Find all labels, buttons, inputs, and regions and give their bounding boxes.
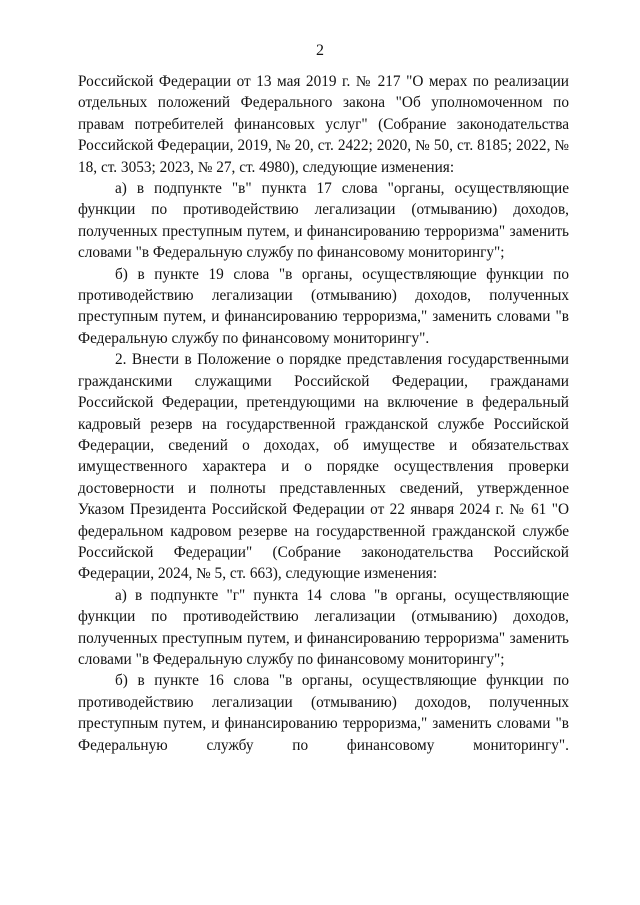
paragraph-item-2-subitem-b: б) в пункте 16 слова "в органы, осуществляющие функции по противодействию легализации (отмыванию) доходов, полученных преступным путем, и финансированию терроризма," заменить словами "в Федеральную службу по финансовому мониторингу". xyxy=(78,672,569,754)
paragraph-subitem-b: б) в пункте 19 слова "в органы, осуществляющие функции по противодействию легализации (отмыванию) доходов, полученных преступным путем, и финансированию терроризма," заменить словами "в Федеральную службу по финансовому мониторингу". xyxy=(78,265,569,347)
paragraph-item-2: 2. Внести в Положение о порядке представления государственными гражданскими служащими Российской Федерации, гражданами Российской Федерации, претендующими на включение в федеральный кадровый резерв на государственной гражданской службе Российской Федерации, сведений о доходах, об имуществе и обязательствах имущественного характера и о порядке осуществления проверки достоверности и полноты представленных сведений, утвержденное Указом Президента Российской Федерации от 22 января 2024 г. № 61 "О федеральном кадровом резерве на государственной гражданской службе Российской Федерации" (Собрание законодательства Российской Федерации, 2024, № 5, ст. 663), следующие изменения: xyxy=(78,351,569,583)
document-body xyxy=(78,71,569,756)
paragraph-subitem-a: а) в подпункте "в" пункта 17 слова "органы, осуществляющие функции по противодействию легализации (отмыванию) доходов, полученных преступным путем, и финансированию терроризма" заменить словами "в Федеральную службу по финансовому мониторингу"; xyxy=(78,180,569,262)
paragraph-item-2-subitem-a: а) в подпункте "г" пункта 14 слова "в органы, осуществляющие функции по противодействию легализации (отмыванию) доходов, полученных преступным путем, и финансированию терроризма" заменить словами "в Федеральную службу по финансовому мониторингу"; xyxy=(78,586,569,668)
paragraph-continuation: Российской Федерации от 13 мая 2019 г. № 217 "О мерах по реализации отдельных положений Федерального закона "Об уполномоченном по правам потребителей финансовых услуг" (Собрание законодательства Российской Федерации, 2019, № 20, ст. 2422; 2020, № 50, ст. 8185; 2022, № 18, ст. 3053; 2023, № 27, ст. 4980), следующие изменения: xyxy=(78,73,569,176)
page-number: 2 xyxy=(316,42,324,59)
